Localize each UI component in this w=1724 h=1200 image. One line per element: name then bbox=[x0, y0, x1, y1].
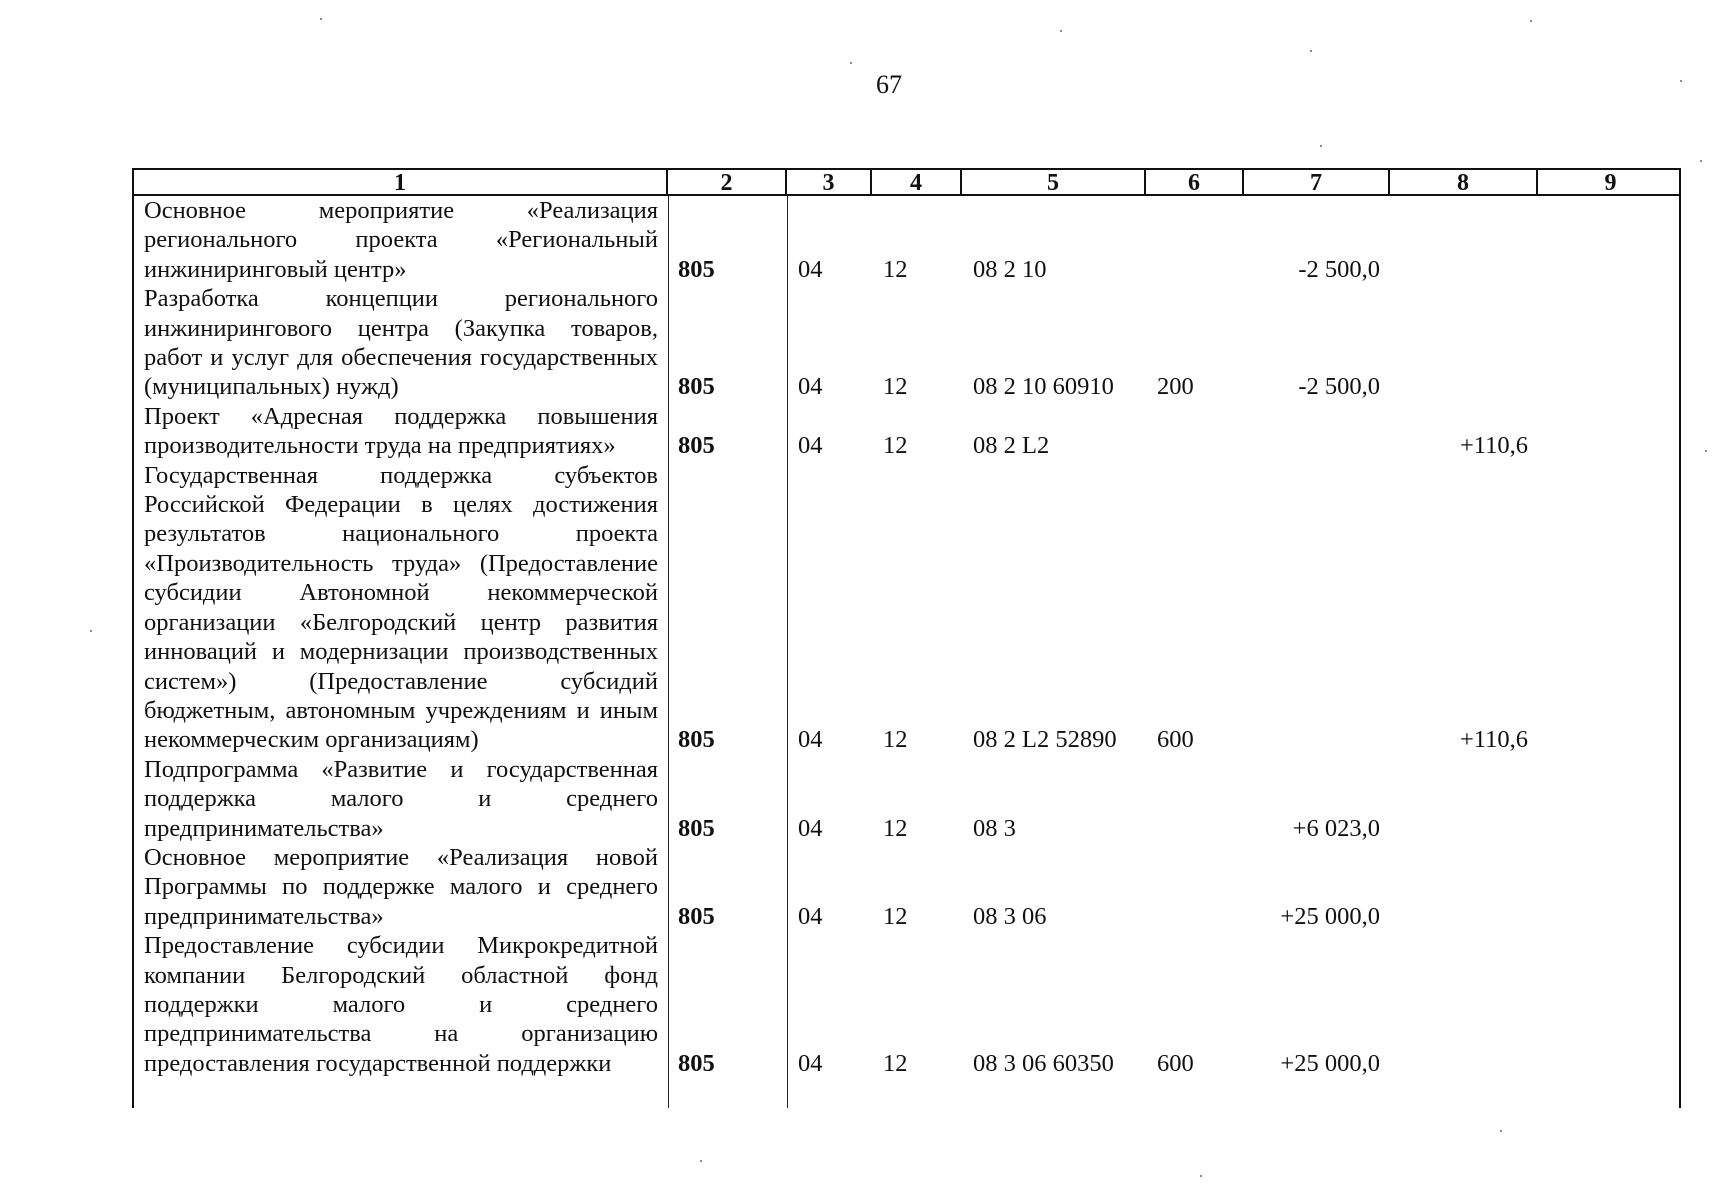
table-row bbox=[134, 755, 1679, 843]
row-col-4: 12 bbox=[883, 726, 908, 754]
row-col-3: 04 bbox=[798, 1049, 823, 1077]
row-col-5: 08 2 10 60910 bbox=[973, 373, 1114, 401]
row-col-2: 805 bbox=[678, 1049, 715, 1077]
table-rows bbox=[134, 196, 1679, 1078]
row-col-4: 12 bbox=[883, 373, 908, 401]
row-col-7: -2 500,0 bbox=[1298, 373, 1380, 401]
scan-speck bbox=[1060, 30, 1062, 32]
scan-speck bbox=[90, 630, 92, 632]
scan-speck bbox=[1680, 80, 1682, 82]
scan-speck bbox=[1320, 145, 1322, 147]
row-col-2: 805 bbox=[678, 814, 715, 842]
row-col-5: 08 2 L2 52890 bbox=[973, 726, 1117, 754]
column-header-8: 8 bbox=[1390, 170, 1538, 196]
row-col-2: 805 bbox=[678, 726, 715, 754]
scan-speck bbox=[1500, 1130, 1502, 1132]
column-header-2: 2 bbox=[668, 170, 787, 196]
scan-speck bbox=[1700, 160, 1702, 162]
scan-speck bbox=[700, 1160, 702, 1162]
row-col-6: 600 bbox=[1157, 1049, 1194, 1077]
row-col-2: 805 bbox=[678, 432, 715, 460]
column-header-7: 7 bbox=[1244, 170, 1390, 196]
column-header-4: 4 bbox=[872, 170, 962, 196]
row-name: Основное мероприятие «Реализация новой Программы по поддержке малого и среднего предпринимательства» bbox=[144, 843, 658, 930]
row-col-4: 12 bbox=[883, 255, 908, 283]
row-col-4: 12 bbox=[883, 432, 908, 460]
row-col-4: 12 bbox=[883, 814, 908, 842]
scan-speck bbox=[320, 18, 322, 20]
row-col-5: 08 2 10 bbox=[973, 255, 1047, 283]
row-col-7: +25 000,0 bbox=[1280, 1049, 1380, 1077]
row-col-7: -2 500,0 bbox=[1298, 255, 1380, 283]
row-col-5: 08 3 06 bbox=[973, 902, 1047, 930]
column-header-1: 1 bbox=[134, 170, 668, 196]
page-number bbox=[0, 70, 1724, 100]
scan-speck bbox=[1200, 1175, 1202, 1177]
row-col-7: +6 023,0 bbox=[1292, 814, 1380, 842]
column-header-3: 3 bbox=[787, 170, 872, 196]
row-col-3: 04 bbox=[798, 432, 823, 460]
table-row bbox=[134, 196, 1679, 284]
budget-table bbox=[132, 168, 1681, 1108]
row-col-7: +25 000,0 bbox=[1280, 902, 1380, 930]
table-row bbox=[134, 402, 1679, 461]
row-col-3: 04 bbox=[798, 814, 823, 842]
table-header-row bbox=[132, 168, 1681, 196]
scan-speck bbox=[1310, 50, 1312, 52]
row-col-4: 12 bbox=[883, 902, 908, 930]
row-col-3: 04 bbox=[798, 373, 823, 401]
column-header-5: 5 bbox=[962, 170, 1146, 196]
row-col-2: 805 bbox=[678, 902, 715, 930]
row-col-5: 08 3 bbox=[973, 814, 1016, 842]
row-col-5: 08 3 06 60350 bbox=[973, 1049, 1114, 1077]
row-col-3: 04 bbox=[798, 726, 823, 754]
row-name: Подпрограмма «Развитие и государственная поддержка малого и среднего предпринимательства» bbox=[144, 755, 658, 842]
table-row bbox=[134, 284, 1679, 402]
table-row bbox=[134, 461, 1679, 755]
row-name: Проект «Адресная поддержка повышения производительности труда на предприятиях» bbox=[144, 402, 658, 460]
page-number-text: 67 bbox=[876, 70, 902, 99]
column-header-9: 9 bbox=[1604, 170, 1617, 196]
row-col-3: 04 bbox=[798, 255, 823, 283]
scan-speck bbox=[1530, 20, 1532, 22]
scan-speck bbox=[850, 62, 852, 64]
row-col-6: 600 bbox=[1157, 726, 1194, 754]
table-row bbox=[134, 843, 1679, 931]
table-body bbox=[132, 196, 1681, 1108]
row-name: Предоставление субсидии Микрокредитной компании Белгородский областной фонд поддержки малого и среднего предпринимательства на организацию предоставления государственной поддержки bbox=[144, 932, 658, 1077]
row-col-5: 08 2 L2 bbox=[973, 432, 1050, 460]
row-col-3: 04 bbox=[798, 902, 823, 930]
table-row bbox=[134, 931, 1679, 1078]
row-col-8: +110,6 bbox=[1459, 726, 1528, 754]
row-col-2: 805 bbox=[678, 373, 715, 401]
row-col-2: 805 bbox=[678, 255, 715, 283]
scan-speck bbox=[1705, 450, 1707, 452]
row-col-6: 200 bbox=[1157, 373, 1194, 401]
row-col-8: +110,6 bbox=[1459, 432, 1528, 460]
row-name: Разработка концепции регионального инжинирингового центра (Закупка товаров, работ и услуг для обеспечения государственных (муниципальных) нужд) bbox=[144, 285, 658, 401]
column-header-6: 6 bbox=[1146, 170, 1244, 196]
row-name: Основное мероприятие «Реализация регионального проекта «Региональный инжиниринговый центр» bbox=[144, 197, 658, 283]
row-name: Государственная поддержка субъектов Российской Федерации в целях достижения результатов национального проекта «Производительность труда» (Предоставление субсидии Автономной некоммерческой организации «Белгородский центр развития инноваций и модернизации производственных систем») (Предоставление субсидий бюджетным, автономным учреждениям и иным некоммерческим организациям) bbox=[144, 461, 658, 754]
row-col-4: 12 bbox=[883, 1049, 908, 1077]
